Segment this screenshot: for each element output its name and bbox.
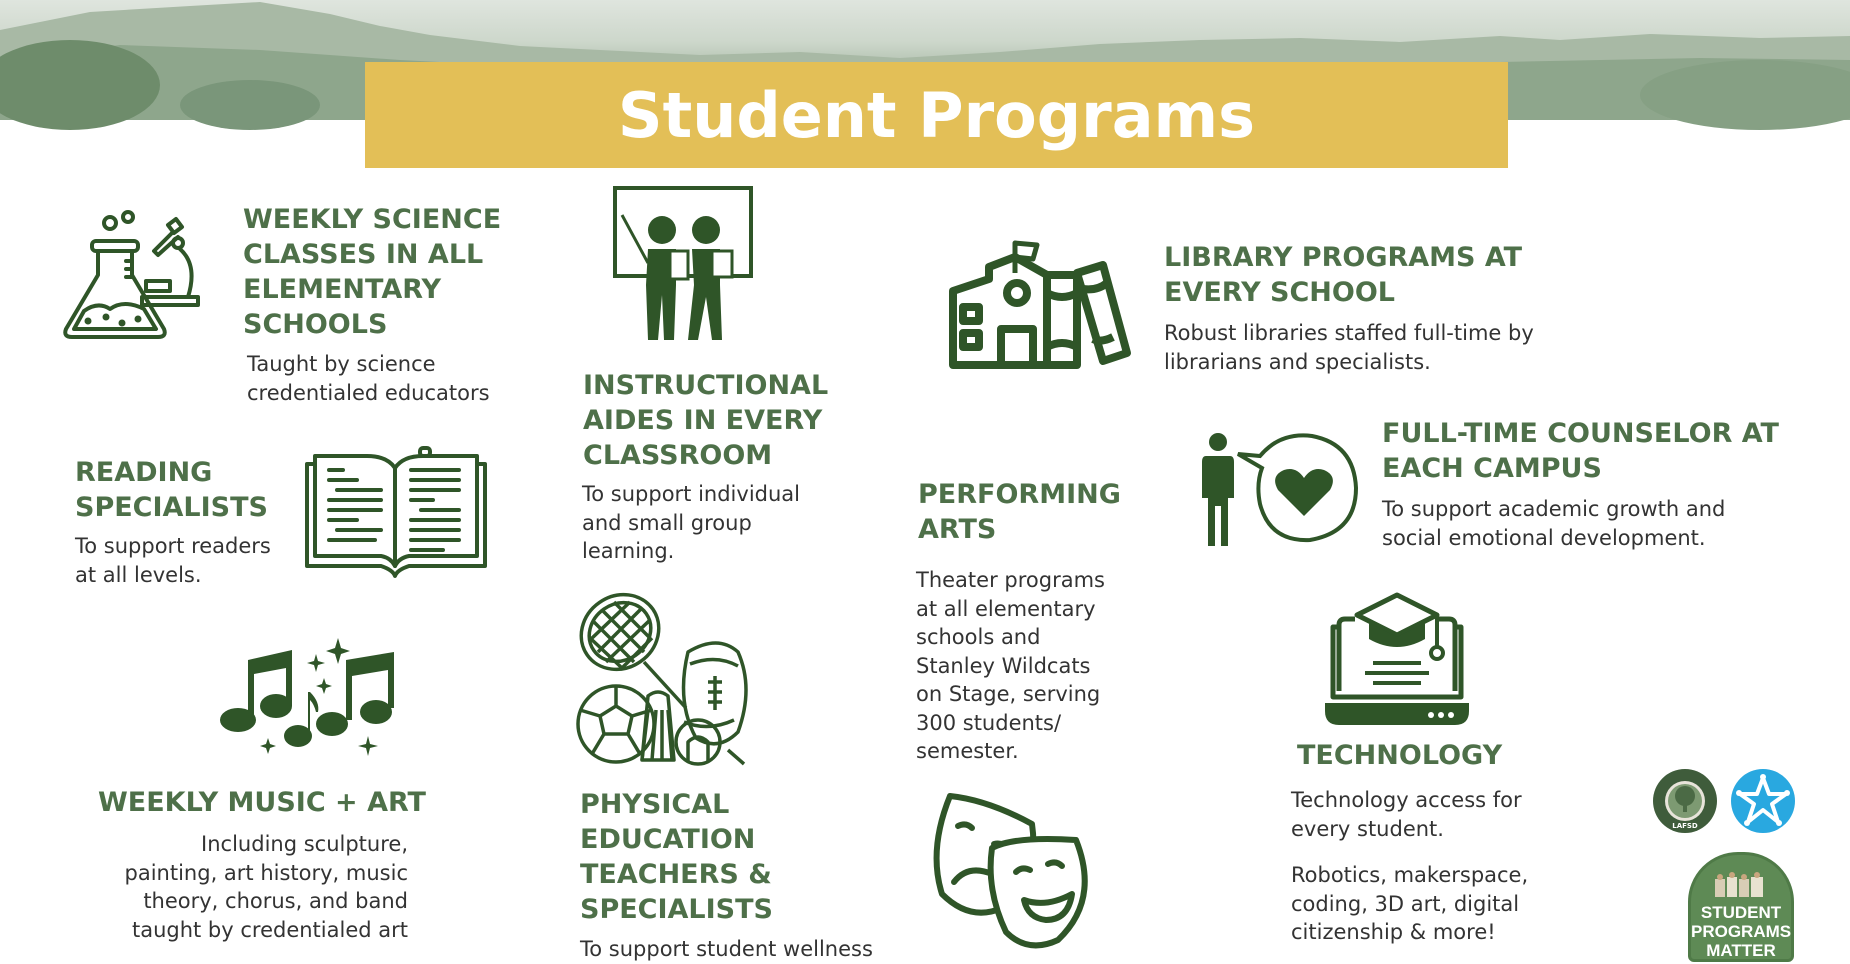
heading-line: LIBRARY PROGRAMS AT — [1164, 242, 1523, 273]
heading-line: EACH CAMPUS — [1382, 453, 1602, 484]
performing-arts-heading — [918, 477, 1121, 547]
music-notes-sparkles-icon — [220, 638, 400, 758]
students-group-icon — [1711, 873, 1771, 899]
partner-star-logo — [1730, 768, 1796, 834]
body-line: coding, 3D art, digital — [1291, 891, 1520, 916]
heading-line: WEEKLY SCIENCE — [243, 204, 502, 235]
heading-line: EVERY SCHOOL — [1164, 277, 1396, 308]
heading-line: SPECIALISTS — [75, 492, 268, 523]
body-line: learning. — [582, 539, 675, 563]
body-line: librarians and specialists. — [1164, 349, 1431, 374]
body-line: at all elementary — [916, 596, 1096, 621]
body-line: Robust libraries staffed full-time by — [1164, 321, 1534, 345]
body-line: theory, chorus, and band — [143, 889, 408, 913]
reading-heading — [75, 455, 268, 525]
pe-heading — [580, 787, 773, 927]
aides-description — [582, 480, 800, 566]
badge-text — [1691, 903, 1791, 960]
reading-description — [75, 532, 271, 589]
open-book-icon — [305, 448, 487, 586]
heading-line: READING — [75, 457, 213, 488]
badge-line: PROGRAMS — [1691, 922, 1792, 941]
performing-arts-description — [916, 566, 1105, 766]
heading-line: SCHOOLS — [243, 309, 388, 340]
body-line: Including sculpture, — [201, 832, 408, 856]
technology-heading — [1297, 738, 1502, 773]
body-line: 300 students/ — [916, 710, 1062, 735]
counselor-heading — [1382, 416, 1779, 486]
body-line: To support academic growth and — [1382, 497, 1726, 521]
body-line: schools and — [916, 625, 1041, 649]
heading-line: TEACHERS & — [580, 859, 772, 890]
music-heading — [98, 785, 426, 820]
body-line: at all levels. — [75, 562, 202, 587]
body-line: Stanley Wildcats — [916, 653, 1091, 678]
body-line: To support individual — [582, 482, 800, 506]
body-line: Theater programs — [916, 568, 1105, 592]
technology-description — [1291, 786, 1522, 843]
theater-masks-icon — [928, 790, 1098, 950]
teachers-whiteboard-icon — [610, 185, 755, 345]
heading-line: EDUCATION — [580, 824, 756, 855]
library-heading — [1164, 240, 1522, 310]
heading-line: FULL-TIME COUNSELOR AT — [1382, 418, 1779, 449]
aides-heading — [583, 368, 828, 473]
heading-line: CLASSROOM — [583, 440, 773, 471]
music-description — [60, 830, 408, 944]
heading-line: PHYSICAL — [580, 789, 730, 820]
body-line: social emotional development. — [1382, 525, 1706, 550]
body-line: credentialed educators — [247, 380, 490, 405]
body-line: every student. — [1291, 816, 1444, 841]
body-line: To support student wellness — [580, 937, 873, 961]
heading-line: ELEMENTARY — [243, 274, 442, 305]
library-description — [1164, 319, 1534, 376]
science-heading — [243, 202, 501, 342]
science-description — [247, 350, 490, 407]
body-line: painting, art history, music — [124, 860, 408, 885]
body-line: Robotics, makerspace, — [1291, 863, 1529, 887]
body-line: taught by credentialed art — [131, 917, 408, 942]
badge-line: STUDENT — [1700, 903, 1782, 922]
heading-line: INSTRUCTIONAL — [583, 370, 829, 401]
heading-line: ARTS — [918, 514, 997, 545]
pe-description — [580, 935, 873, 964]
body-line: semester. — [916, 739, 1019, 763]
heading-line: CLASSES IN ALL — [243, 239, 484, 270]
flask-microscope-icon — [58, 205, 208, 345]
title-banner — [365, 62, 1508, 168]
district-seal-text: LAFSD — [1672, 822, 1698, 830]
district-seal-logo — [1652, 768, 1718, 834]
heading-line: TECHNOLOGY — [1297, 740, 1503, 771]
student-programs-matter-badge — [1688, 852, 1794, 962]
counselor-description — [1382, 495, 1725, 552]
sports-equipment-icon — [578, 592, 753, 770]
heading-line: PERFORMING — [918, 479, 1121, 510]
body-line: Technology access for — [1291, 788, 1522, 812]
school-books-icon — [945, 235, 1130, 370]
heading-line: AIDES IN EVERY — [583, 405, 823, 436]
body-line: on Stage, serving — [916, 682, 1101, 706]
body-line: Taught by science — [247, 352, 436, 376]
person-heart-bubble-icon — [1198, 428, 1363, 548]
laptop-graduation-cap-icon — [1325, 593, 1470, 728]
heading-line: SPECIALISTS — [580, 894, 773, 925]
body-line: and small group — [582, 510, 752, 535]
technology-description-extra — [1291, 861, 1528, 947]
page-title: Student Programs — [617, 78, 1256, 152]
body-line: To support readers — [75, 534, 271, 558]
heading-line: WEEKLY MUSIC + ART — [98, 787, 426, 818]
body-line: citizenship & more! — [1291, 920, 1496, 944]
badge-line: MATTER — [1706, 941, 1776, 960]
